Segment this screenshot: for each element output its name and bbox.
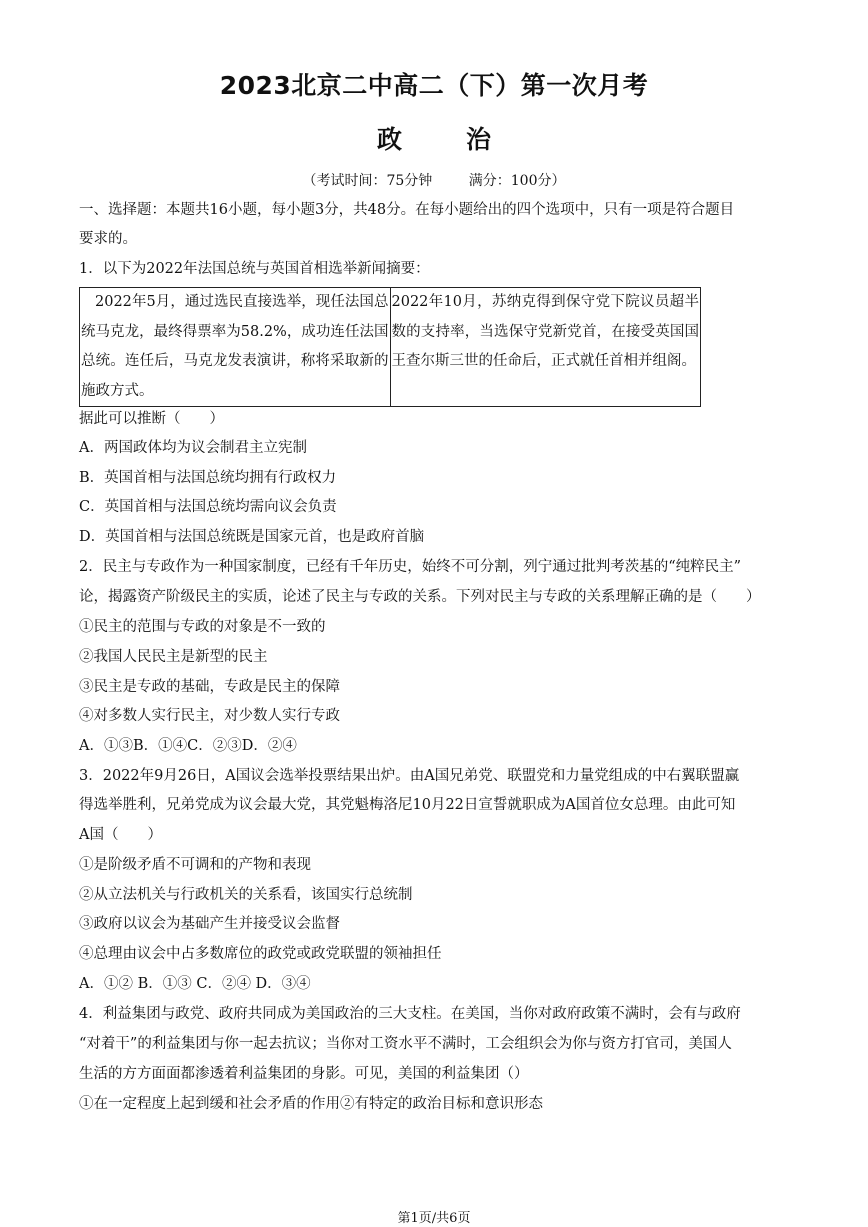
full-score: 满分：100分） [468, 173, 566, 189]
page-number: 第1页/共6页 [397, 1211, 471, 1226]
q4-stem-cont: “对着干”的利益集团与你一起去抗议；当你对工资水平不满时，工会组织会为你与资方打官司，美国人 [79, 1036, 732, 1052]
q3-stem: 3．2022年9月26日，A国议会选举投票结果出炉。由A国兄弟党、联盟党和力量党组成的中右翼联盟赢 [79, 768, 740, 784]
q2-answers: A．①③B．①④C．②③D．②④ [79, 738, 297, 754]
exam-title: 2023北京二中高二（下）第一次月考 [219, 71, 649, 100]
q1-prompt: 据此可以推断（ ） [79, 411, 224, 427]
q1-option-b: B．英国首相与法国总统均拥有行政权力 [79, 470, 337, 486]
subject-title: 政治 [376, 125, 555, 154]
q2-item-3: ③民主是专政的基础，专政是民主的保障 [79, 679, 340, 695]
q3-item-1: ①是阶级矛盾不可调和的产物和表现 [79, 857, 311, 873]
q3-stem-end: A国（ ） [79, 827, 162, 843]
q1-option-d: D．英国首相与法国总统既是国家元首，也是政府首脑 [79, 529, 425, 545]
q2-stem: 2．民主与专政作为一种国家制度，已经有千年历史，始终不可分割，列宁通过批判考茨基的“纯粹民主” [79, 559, 742, 575]
exam-info [0, 170, 868, 190]
q3-stem-cont: 得选举胜利，兄弟党成为议会最大党，其党魁梅洛尼10月22日宣誓就职成为A国首位女总理。由此可知 [79, 797, 736, 813]
q2-item-4: ④对多数人实行民主，对少数人实行专政 [79, 708, 340, 724]
q1-stem: 1．以下为2022年法国总统与英国首相选举新闻摘要： [79, 261, 430, 277]
q2-item-2: ②我国人民民主是新型的民主 [79, 649, 268, 665]
q4-stem-end: 生活的方方面面都渗透着利益集团的身影。可见，美国的利益集团（） [79, 1066, 529, 1082]
section-heading: 一、选择题：本题共16小题，每小题3分，共48分。在每小题给出的四个选项中，只有一项是符合题目 [79, 202, 735, 218]
q3-answers: A．①② B．①③ C．②④ D．③④ [79, 976, 311, 992]
q3-item-3: ③政府以议会为基础产生并接受议会监督 [79, 916, 340, 932]
q4-stem: 4．利益集团与政党、政府共同成为美国政治的三大支柱。在美国，当你对政府政策不满时，会有与政府 [79, 1006, 741, 1022]
news-cell-france [80, 288, 391, 407]
news-text-france: 2022年5月，通过选民直接选举，现任法国总统马克龙，最终得票率为58.2%，成功连任法国总统。连任后，马克龙发表演讲，称将采取新的施政方式。 [81, 294, 389, 399]
q4-items: ①在一定程度上起到缓和社会矛盾的作用②有特定的政治目标和意识形态 [79, 1096, 543, 1112]
q1-option-a: A．两国政体均为议会制君主立宪制 [79, 440, 307, 456]
news-cell-uk [390, 288, 701, 407]
q1-option-c: C．英国首相与法国总统均需向议会负责 [79, 499, 337, 515]
q3-item-4: ④总理由议会中占多数席位的政党或政党联盟的领袖担任 [79, 946, 442, 962]
news-text-uk: 2022年10月，苏纳克得到保守党下院议员超半数的支持率，当选保守党新党首，在接受英国国王查尔斯三世的任命后，正式就任首相并组阁。 [391, 294, 699, 369]
q3-item-2: ②从立法机关与行政机关的关系看，该国实行总统制 [79, 887, 413, 903]
q2-item-1: ①民主的范围与专政的对象是不一致的 [79, 619, 326, 635]
section-heading-cont: 要求的。 [79, 231, 137, 247]
q2-stem-cont: 论，揭露资产阶级民主的实质，论述了民主与专政的关系。下列对民主与专政的关系理解正确的是（ ） [79, 589, 761, 605]
news-table [79, 287, 701, 407]
exam-time: （考试时间：75分钟 [302, 173, 433, 189]
